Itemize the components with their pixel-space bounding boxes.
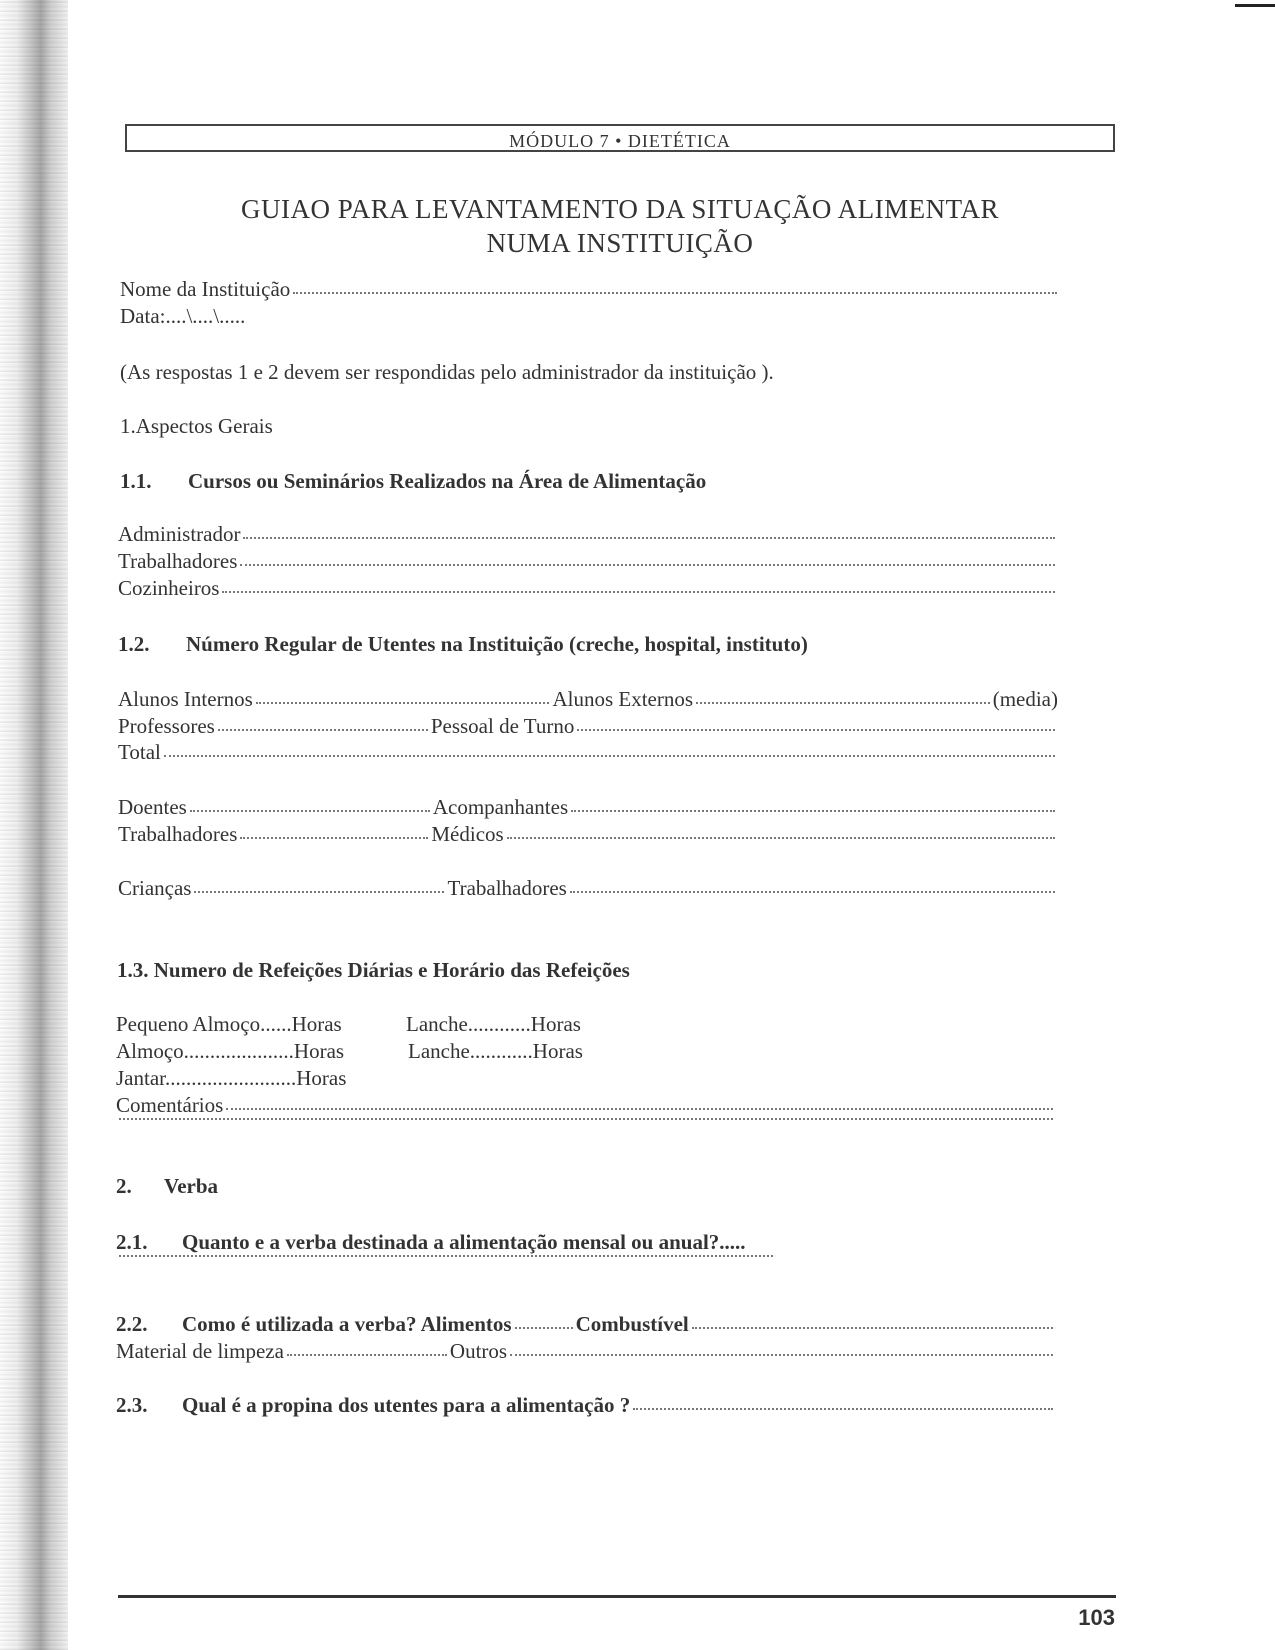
fill-line[interactable] [510, 1354, 1053, 1356]
page-number: 103 [1078, 1605, 1115, 1630]
row-label: Trabalhadores [118, 549, 238, 573]
fill-line[interactable] [194, 891, 444, 893]
total-label: Total [118, 740, 161, 764]
section-title: Número Regular de Utentes na Instituição (creche, hospital, instituto) [186, 632, 808, 656]
professores-label: Professores [118, 714, 215, 738]
criancas-label: Crianças [118, 876, 192, 900]
row-criancas [118, 876, 1058, 901]
section-title: Verba [164, 1174, 219, 1198]
trabalhadores-2-label: Trabalhadores [447, 876, 567, 900]
fill-line[interactable] [515, 1327, 573, 1329]
fill-line[interactable] [218, 729, 428, 731]
fill-line[interactable] [293, 292, 1057, 294]
combustivel-label: Combustível [575, 1312, 689, 1336]
section-2-3-heading [116, 1393, 1056, 1418]
section-number: 2.3. [116, 1393, 148, 1417]
section-title: Qual é a propina dos utentes para a alimentação ? [182, 1393, 631, 1417]
row-trabalhadores-medicos [118, 822, 1058, 847]
row-alunos [118, 687, 1058, 712]
section-2-heading [116, 1174, 218, 1199]
alunos-externos-label: Alunos Externos [552, 687, 694, 711]
page-title [125, 192, 1115, 260]
row-comentarios [116, 1093, 1056, 1118]
fill-line[interactable] [287, 1354, 447, 1356]
fill-line[interactable] [692, 1327, 1053, 1329]
fill-line[interactable] [577, 729, 1055, 731]
fill-line[interactable] [633, 1408, 1053, 1410]
fill-line[interactable] [571, 810, 1055, 812]
pequeno-almoco-row[interactable]: Pequeno Almoço......Horas [116, 1012, 342, 1036]
fill-line[interactable] [222, 591, 1055, 593]
fill-line[interactable] [226, 1108, 1053, 1110]
section-2-1-heading [116, 1230, 746, 1255]
corner-mark [1235, 4, 1275, 7]
section-number: 2. [116, 1174, 132, 1198]
fill-line[interactable] [256, 702, 550, 704]
module-header [125, 124, 1115, 152]
institution-name-field [120, 277, 1060, 302]
jantar-row[interactable]: Jantar.........................Horas [116, 1066, 347, 1090]
section-1-3-heading: 1.3. Numero de Refeições Diárias e Horário das Refeições [117, 958, 630, 982]
section-number: 2.2. [116, 1312, 148, 1336]
section-number: 2.1. [116, 1230, 148, 1254]
institution-name-label: Nome da Instituição [120, 277, 291, 301]
fill-line[interactable] [570, 891, 1055, 893]
instruction-note: (As respostas 1 e 2 devem ser respondidas pelo administrador da instituição ). [120, 360, 774, 384]
row-cozinheiros [118, 576, 1058, 601]
comentarios-label: Comentários [116, 1093, 224, 1117]
fill-line[interactable] [240, 837, 428, 839]
section-title: Como é utilizada a verba? Alimentos [182, 1312, 512, 1336]
fill-line[interactable] [243, 537, 1055, 539]
row-label: Cozinheiros [118, 576, 220, 600]
doentes-label: Doentes [118, 795, 187, 819]
row-trabalhadores [118, 549, 1058, 574]
acompanhantes-label: Acompanhantes [432, 795, 569, 819]
row-doentes [118, 795, 1058, 820]
fill-line[interactable] [507, 837, 1055, 839]
section-1-heading: 1.Aspectos Gerais [120, 414, 273, 438]
almoco-row[interactable]: Almoço.....................Horas [116, 1039, 345, 1063]
lanche-row-2[interactable]: Lanche............Horas [408, 1039, 583, 1063]
fill-line[interactable] [240, 564, 1055, 566]
fill-line[interactable] [164, 755, 1055, 757]
row-verba-answer [116, 1257, 776, 1281]
section-number: 1.1. [120, 469, 152, 493]
book-binding-shadow [0, 0, 68, 1650]
section-title: Cursos ou Seminários Realizados na Área de Alimentação [188, 469, 707, 493]
section-2-2-heading [116, 1312, 1056, 1337]
material-limpeza-label: Material de limpeza [116, 1339, 284, 1363]
section-title: Quanto e a verba destinada a alimentação mensal ou anual?..... [182, 1230, 746, 1254]
fill-line[interactable] [119, 1255, 773, 1257]
row-professores [118, 714, 1058, 739]
module-label: MÓDULO 7 • DIETÉTICA [509, 131, 731, 151]
footer-rule [118, 1595, 1116, 1598]
row-label: Administrador [118, 522, 241, 546]
alunos-internos-label: Alunos Internos [118, 687, 253, 711]
title-line-2: NUMA INSTITUIÇÃO [486, 228, 754, 258]
row-comentarios-continuation [116, 1120, 1056, 1144]
row-total [118, 740, 1058, 765]
pessoal-turno-label: Pessoal de Turno [430, 714, 575, 738]
section-1-1-heading [120, 469, 706, 494]
row-material-limpeza [116, 1339, 1056, 1364]
row-administrador [118, 522, 1058, 547]
section-1-2-heading [118, 632, 808, 657]
trabalhadores-label: Trabalhadores [118, 822, 238, 846]
media-label: (media) [992, 687, 1058, 711]
title-line-1: GUIAO PARA LEVANTAMENTO DA SITUAÇÃO ALIMENTAR [241, 194, 999, 224]
lanche-row-1[interactable]: Lanche............Horas [406, 1012, 581, 1036]
fill-line[interactable] [696, 702, 990, 704]
fill-line[interactable] [119, 1118, 1053, 1120]
date-field[interactable]: Data:....\....\..... [120, 304, 246, 328]
fill-line[interactable] [190, 810, 430, 812]
medicos-label: Médicos [431, 822, 504, 846]
outros-label: Outros [449, 1339, 508, 1363]
section-number: 1.2. [118, 632, 150, 656]
